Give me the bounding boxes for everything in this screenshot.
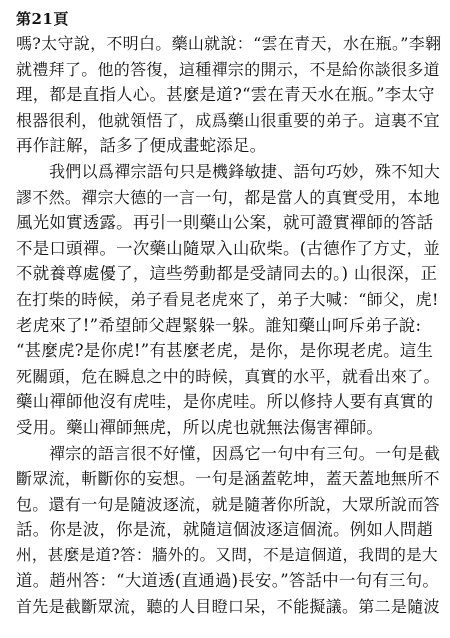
text-line: 藥山禪師他沒有虎哇，是你虎哇。所以修持人要有真實的 <box>16 392 434 412</box>
body-text <box>16 31 442 620</box>
text-line: “甚麼虎?是你虎!”有甚麼老虎，是你，是你現老虎。這生 <box>16 341 434 361</box>
text-line: 死關頭，危在瞬息之中的時候，真實的水平，就看出來了。 <box>16 366 440 386</box>
text-line: 不是口頭禪。一次藥山隨眾入山砍柴。(古德作了方丈，並 <box>16 238 440 258</box>
text-line: 受用。藥山禪師無虎，所以虎也就無法傷害禪師。 <box>16 417 384 437</box>
text-line: 理，都是直指人心。甚麼是道?“雲在青天水在瓶。”李太守 <box>16 85 435 105</box>
text-line: 禪宗的語言很不好懂，因爲它一句中有三句。一句是截 <box>49 443 441 463</box>
text-line: 首先是截斷眾流，聽的人目瞪口呆，不能擬議。第二是隨波 <box>16 597 440 617</box>
text-line: 就禮拜了。他的答復，這種禪宗的開示，不是給你談很多道 <box>16 59 440 79</box>
text-line: 斷眾流，斬斷你的妄想。一句是涵蓋乾坤，蓋天蓋地無所不 <box>16 469 440 489</box>
text-line: 包。還有一句是隨波逐流，就是隨著你所說，大眾所說而答 <box>16 494 440 514</box>
text-line: 道。趙州答：“大道透(直通過)長安。”答話中一句有三句。 <box>16 571 440 591</box>
text-line: 嗎?太守說，不明白。藥山就說：“雲在青天，水在瓶。”李翱 <box>16 34 442 53</box>
page-number-header: 第21頁 <box>16 10 69 28</box>
text-line: 話。你是波，你是流，就隨這個波逐這個流。例如人問趙 <box>16 520 434 540</box>
text-line: 謬不然。禪宗大德的一言一句，都是當人的真實受用，本地 <box>16 187 440 207</box>
text-line: 根器很利，他就領悟了，成爲藥山很重要的弟子。這裏不宜 <box>16 110 440 130</box>
text-line: 我們以爲禪宗語句只是機鋒敏捷、語句巧妙，殊不知大 <box>49 161 441 181</box>
text-line: 在打柴的時候，弟子看見老虎來了，弟子大喊：“師父，虎! <box>16 289 439 309</box>
text-line: 老虎來了!”希望師父趕緊躲一躲。誰知藥山呵斥弟子說: <box>16 315 422 335</box>
text-line: 不就養尊處優了，這些勞動都是受請同去的。) 山很深，正 <box>16 264 438 284</box>
text-line: 再作註解，話多了便成畫蛇添足。 <box>16 136 267 156</box>
text-line: 州，甚麼是道?答：牆外的。又問，不是這個道，我問的是大 <box>16 545 438 564</box>
text-line: 風光如實透露。再引一則藥山公案，就可證實禪師的答話 <box>16 213 434 233</box>
